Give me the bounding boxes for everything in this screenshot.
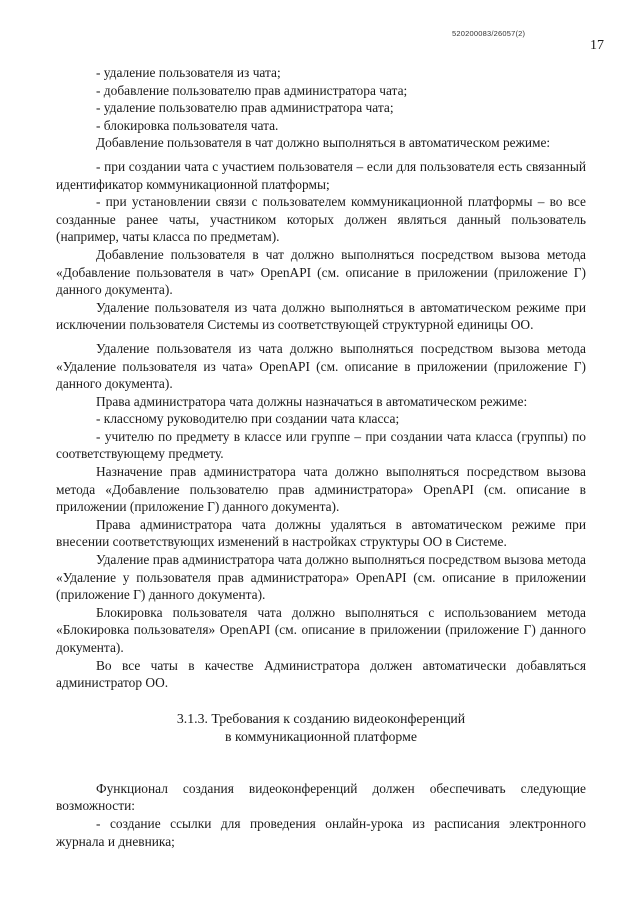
- list-item: - создание ссылки для проведения онлайн-урока из расписания электронного журнала и дневника;: [56, 815, 586, 849]
- document-code: 520200083/26057(2): [452, 29, 526, 38]
- section-heading-line: в коммуникационной платформе: [225, 728, 417, 744]
- paragraph: Блокировка пользователя чата должно выполняться с использованием метода «Блокировка пользователя» OpenAPI (см. описание в приложении (приложение Г) данного документа).: [56, 604, 586, 655]
- list-item: - блокировка пользователя чата.: [96, 117, 279, 133]
- paragraph: Добавление пользователя в чат должно выполняться посредством вызова метода «Добавление пользователя в чат» OpenAPI (см. описание в приложении (приложение Г) данного документа).: [56, 246, 586, 298]
- list-item: - удаление пользователя из чата;: [96, 65, 281, 80]
- page-number: 17: [590, 38, 604, 53]
- section-heading-line: 3.1.3. Требования к созданию видеоконференций: [176, 710, 466, 726]
- list-item: - удаление пользователю прав администратора чата;: [96, 100, 394, 116]
- list-item: - учителю по предмету в классе или группе – при создании чата класса (группы) по соответствующему предмету.: [56, 428, 586, 462]
- paragraph: Удаление пользователя из чата должно выполняться в автоматическом режиме при исключении пользователя Системы из соответствующей структурной единицы ОО.: [56, 299, 586, 333]
- paragraph: Удаление пользователя из чата должно выполняться посредством вызова метода «Удаление пользователя из чата» OpenAPI (см. описание в приложении (приложение Г) данного документа).: [56, 340, 586, 392]
- paragraph: Во все чаты в качестве Администратора должен автоматически добавляться администратор ОО.: [56, 657, 586, 691]
- list-item: - при установлении связи с пользователем коммуникационной платформы – во все созданные ранее чаты, участником которых должен являться данный пользователь (например, чаты класса по предметам).: [56, 194, 586, 245]
- section-heading: [56, 710, 586, 746]
- list-item: - добавление пользователю прав администратора чата;: [96, 82, 408, 98]
- paragraph: Назначение прав администратора чата должно выполняться посредством вызова метода «Добавление пользователю прав администратора» OpenAPI (см. описание в приложении (приложение Г) данного документа).: [56, 464, 586, 515]
- paragraph: Права администратора чата должны назначаться в автоматическом режиме:: [96, 393, 528, 409]
- list-item: - классному руководителю при создании чата класса;: [96, 411, 400, 427]
- paragraph: Функционал создания видеоконференций должен обеспечивать следующие возможности:: [56, 780, 586, 814]
- paragraph: Добавление пользователя в чат должно выполняться в автоматическом режиме:: [96, 135, 551, 151]
- paragraph: Удаление прав администратора чата должно выполняться посредством вызова метода «Удаление у пользователя прав администратора» OpenAPI (см. описание в приложении (приложение Г) данного документа).: [56, 552, 586, 603]
- paragraph: Права администратора чата должны удаляться в автоматическом режиме при внесении соответствующих изменений в настройках структуры ОО в Системе.: [56, 516, 586, 550]
- document-body: [56, 64, 586, 850]
- list-item: - при создании чата с участием пользователя – если для пользователя есть связанный идентификатор коммуникационной платформы;: [56, 158, 586, 192]
